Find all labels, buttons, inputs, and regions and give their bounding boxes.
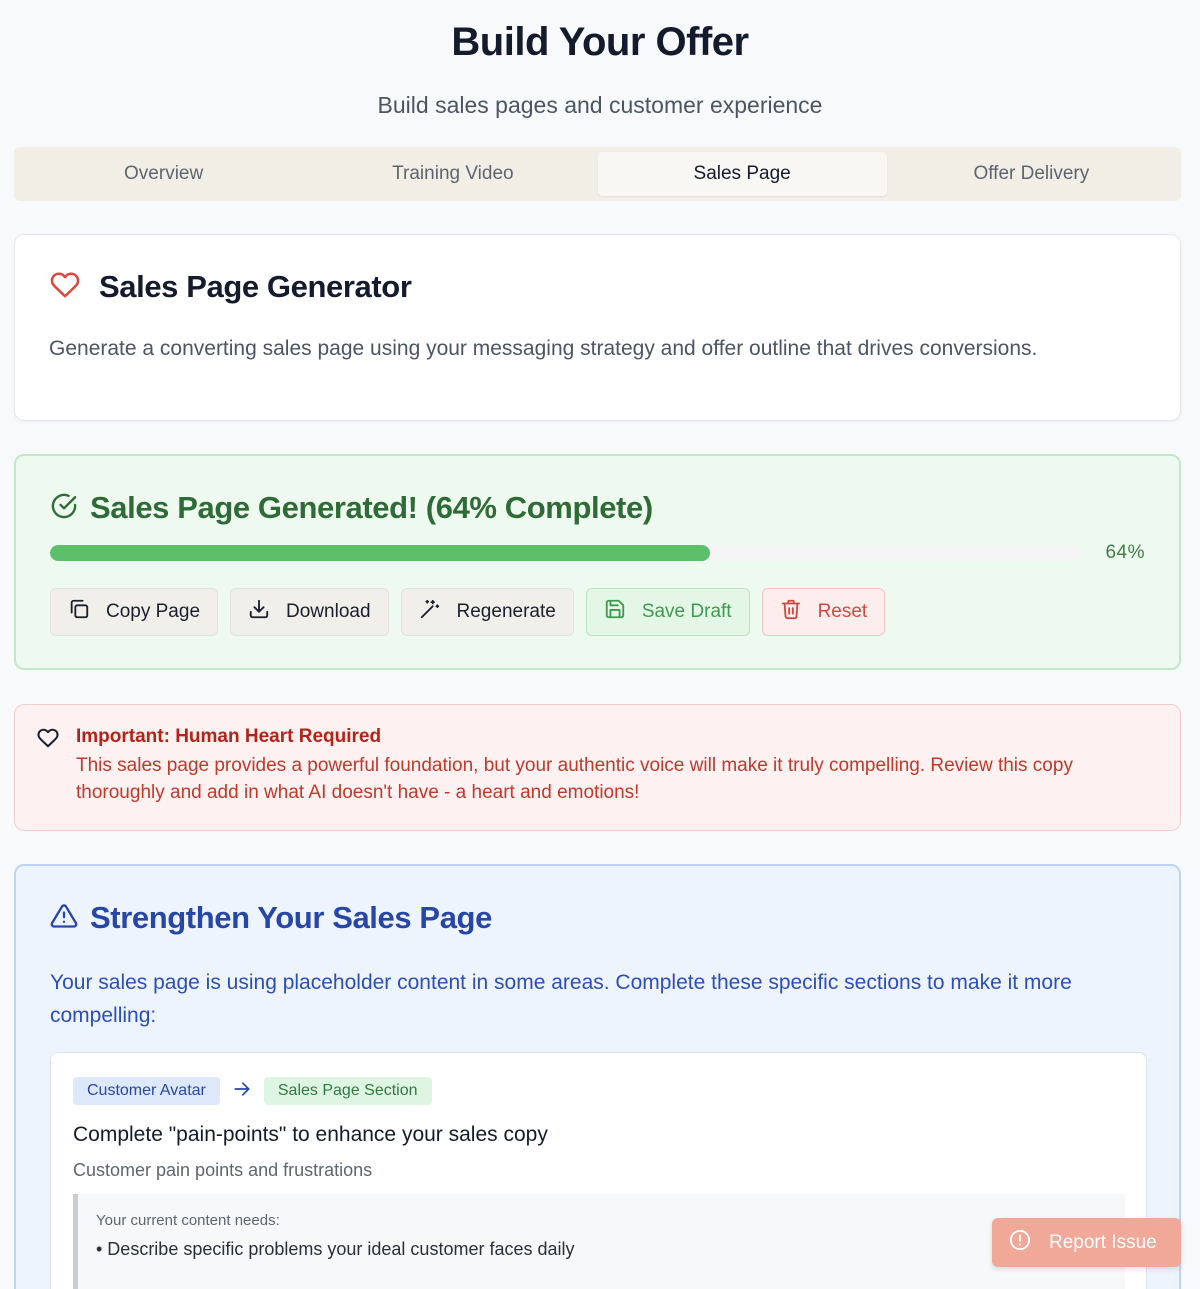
source-chip: Customer Avatar <box>73 1077 220 1105</box>
tab-overview[interactable]: Overview <box>124 163 204 184</box>
download-button[interactable] <box>230 588 389 636</box>
regenerate-label: Regenerate <box>456 601 556 622</box>
strengthen-title: Strengthen Your Sales Page <box>90 900 492 935</box>
copy-icon <box>68 598 90 626</box>
save-icon <box>604 598 626 626</box>
trash-icon <box>780 598 802 626</box>
info-circle-icon <box>1009 1229 1031 1257</box>
status-title: Sales Page Generated! (64% Complete) <box>90 490 653 525</box>
check-circle-icon <box>50 492 78 525</box>
page-header <box>0 0 1200 120</box>
tab-sales-page[interactable]: Sales Page <box>598 152 887 196</box>
heart-icon <box>49 270 81 305</box>
progress-fill <box>50 545 710 561</box>
progress-bar <box>50 545 1082 561</box>
item-subtitle: Customer pain points and frustrations <box>73 1160 373 1180</box>
page-title: Build Your Offer <box>451 20 749 64</box>
warning-body: This sales page provides a powerful foundation, but your authentic voice will make it truly compelling. Review this copy thoroughly and add in what AI doesn't have - a heart and emotions! <box>76 755 1073 803</box>
progress-percentage: 64% <box>1105 542 1145 563</box>
improvement-item <box>50 1052 1147 1289</box>
download-label: Download <box>286 601 371 622</box>
reset-label: Reset <box>817 601 868 622</box>
warning-title: Important: Human Heart Required <box>76 726 382 747</box>
generation-status-card <box>14 454 1181 670</box>
reset-button[interactable] <box>762 588 886 636</box>
target-chip: Sales Page Section <box>264 1077 432 1105</box>
action-buttons <box>50 588 885 636</box>
save-draft-button[interactable] <box>586 588 750 636</box>
page-subtitle: Build sales pages and customer experience <box>377 92 823 118</box>
content-needs-box <box>73 1194 1125 1289</box>
magic-wand-icon <box>419 598 441 626</box>
generator-card <box>14 234 1181 421</box>
copy-page-label: Copy Page <box>106 601 201 622</box>
generator-title: Sales Page Generator <box>99 269 412 304</box>
tab-bar <box>14 147 1181 201</box>
alert-triangle-icon <box>50 902 78 935</box>
save-draft-label: Save Draft <box>641 601 732 622</box>
heart-outline-icon <box>37 727 59 754</box>
download-icon <box>248 598 270 626</box>
report-issue-label: Report Issue <box>1049 1231 1157 1253</box>
needs-label: Your current content needs: <box>96 1212 280 1229</box>
item-title: Complete "pain-points" to enhance your sales copy <box>73 1123 548 1146</box>
regenerate-button[interactable] <box>401 588 574 636</box>
human-heart-warning <box>14 704 1181 831</box>
needs-item: • Describe specific problems your ideal customer faces daily <box>96 1239 575 1259</box>
tab-training-video[interactable]: Training Video <box>392 163 514 184</box>
report-issue-button[interactable] <box>992 1218 1181 1267</box>
arrow-right-icon <box>232 1079 252 1104</box>
tab-offer-delivery[interactable]: Offer Delivery <box>973 163 1090 184</box>
generator-description: Generate a converting sales page using your messaging strategy and offer outline that drives conversions. <box>49 337 1038 360</box>
strengthen-description: Your sales page is using placeholder content in some areas. Complete these specific sections to make it more compelling: <box>50 971 1072 1027</box>
copy-page-button[interactable] <box>50 588 218 636</box>
